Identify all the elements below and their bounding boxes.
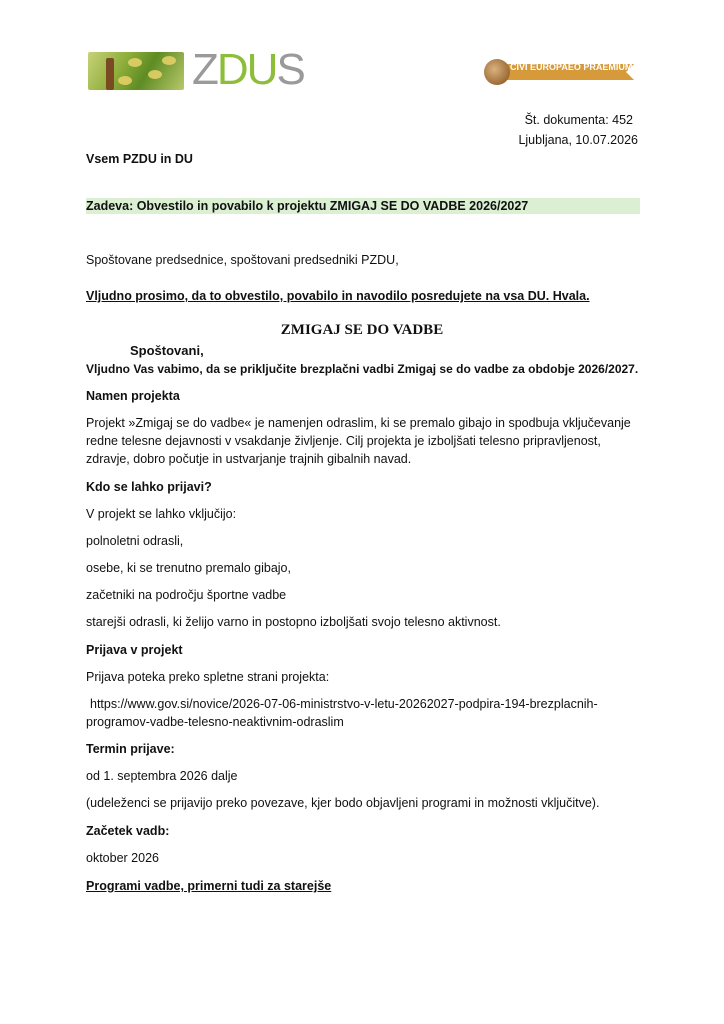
application-text: Prijava poteka preko spletne strani projekta: — [86, 670, 330, 684]
invitation: Vljudno Vas vabimo, da se priključite brezplačni vadbi Zmigaj se do vadbe za obdobje 2026/2027. — [86, 362, 639, 376]
purpose-line: zdravje, dobro počutje in ustvarjanje trajnih gibalnih navad. — [86, 452, 412, 466]
medal-icon — [484, 59, 510, 85]
who-heading: Kdo se lahko prijavi? — [86, 480, 212, 494]
deadline-note: (udeleženci se prijavijo preko povezave, kjer bodo objavljeni programi in možnosti vključitve). — [86, 796, 600, 810]
purpose-heading: Namen projekta — [86, 389, 180, 403]
zdus-logo — [88, 45, 304, 94]
salutation: Spoštovani, — [130, 343, 204, 358]
greeting: Spoštovane predsednice, spoštovani predsedniki PZDU, — [86, 253, 399, 267]
who-item: osebe, ki se trenutno premalo gibajo, — [86, 561, 291, 575]
who-item: začetniki na področju športne vadbe — [86, 588, 287, 602]
recipient: Vsem PZDU in DU — [86, 152, 193, 166]
start-date: oktober 2026 — [86, 851, 159, 865]
deadline-date: od 1. septembra 2026 dalje — [86, 769, 238, 783]
start-heading: Začetek vadb: — [86, 824, 170, 838]
deadline-heading: Termin prijave: — [86, 742, 175, 756]
who-intro: V projekt se lahko vključijo: — [86, 507, 237, 521]
document-number: Št. dokumenta: 452 — [524, 113, 633, 127]
subject: Zadeva: Obvestilo in povabilo k projektu ZMIGAJ SE DO VADBE 2026/2027 — [86, 199, 529, 213]
purpose-line: Projekt »Zmigaj se do vadbe« je namenjen odraslim, ki se premalo gibajo in spodbuja vključevanje — [86, 416, 631, 430]
forward-request: Vljudno prosimo, da to obvestilo, povabilo in navodilo posredujete na vsa DU. Hvala. — [86, 289, 590, 303]
badge-text: CIVI EUROPAEO PRAEMIUM — [510, 62, 633, 72]
civi-europaeo-badge — [484, 59, 634, 85]
place-date: Ljubljana, 10.07.2026 — [518, 133, 638, 147]
who-item: starejši odrasli, ki želijo varno in postopno izboljšati svojo telesno aktivnost. — [86, 615, 501, 629]
who-item: polnoletni odrasli, — [86, 534, 184, 548]
application-url[interactable]: https://www.gov.si/novice/2026-07-06-ministrstvo-v-letu-20262027-podpira-194-brezplacnih- — [90, 697, 598, 711]
application-heading: Prijava v projekt — [86, 643, 183, 657]
document-title: ZMIGAJ SE DO VADBE — [280, 322, 444, 338]
tree-image — [88, 52, 184, 90]
zdus-logo-text: ZDUS — [192, 45, 304, 94]
application-url-cont[interactable]: programov-vadbe-telesno-neaktivnim-odraslim — [86, 715, 344, 729]
purpose-line: redne telesne dejavnosti v vsakdanje življenje. Cilj projekta je izboljšati telesno pripravljenost, — [86, 434, 601, 448]
programs-heading: Programi vadbe, primerni tudi za starejše — [86, 879, 332, 893]
